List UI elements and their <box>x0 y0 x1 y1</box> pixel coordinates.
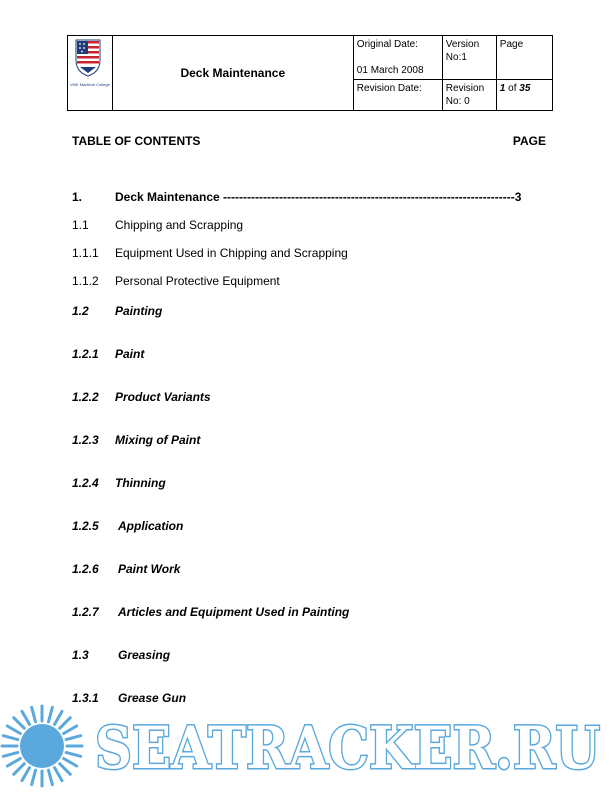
sun-ray <box>22 768 30 781</box>
sun-icon <box>2 706 82 786</box>
revision-label: Revision No: 0 <box>442 80 496 111</box>
toc-number: 1.2 <box>72 304 89 318</box>
sun-ray <box>55 711 63 724</box>
sun-ray <box>60 718 71 729</box>
toc-entry-1-1-2[interactable] <box>72 274 280 288</box>
toc-label: Application <box>118 519 184 533</box>
toc-number: 1.1 <box>72 218 89 232</box>
watermark <box>0 700 612 792</box>
sun-ray <box>3 736 17 740</box>
sun-ray <box>64 759 77 767</box>
toc-entry-1-2[interactable] <box>72 304 163 318</box>
sun-ray <box>48 707 52 721</box>
toc-entry-1-2-5[interactable] <box>72 519 184 533</box>
toc-label: Greasing <box>118 648 171 662</box>
toc-number: 1.2.6 <box>72 562 99 576</box>
toc-number: 1.2.2 <box>72 390 99 404</box>
toc-number: 1.2.1 <box>72 347 99 361</box>
sun-ray <box>7 726 20 734</box>
document-title: Deck Maintenance <box>112 36 353 111</box>
toc-label: Chipping and Scrapping <box>115 218 244 232</box>
sun-ray <box>14 764 25 775</box>
sun-ray <box>48 770 52 784</box>
toc-label: Personal Protective Equipment <box>115 274 280 288</box>
page-label: Page <box>496 36 552 80</box>
toc-number: 1.1.2 <box>72 274 99 288</box>
toc-label: Articles and Equipment Used in Painting <box>118 605 350 619</box>
original-date-cell <box>353 36 442 80</box>
toc-number: 1.1.1 <box>72 246 99 260</box>
version-label: Version No:1 <box>442 36 496 80</box>
toc-number: 1.3.1 <box>72 691 99 705</box>
sun-ray <box>14 718 25 729</box>
page-current: 1 <box>499 83 506 94</box>
toc-label: Equipment Used in Chipping and Scrapping <box>115 246 348 260</box>
toc-label: Product Variants <box>115 390 211 404</box>
toc-entry-1-2-2[interactable] <box>72 390 211 404</box>
revision-date-label: Revision Date: <box>353 80 442 111</box>
sun-ray <box>22 711 30 724</box>
toc-entry-1-1[interactable] <box>72 218 244 232</box>
toc-title: TABLE OF CONTENTS <box>72 134 201 148</box>
toc-entry-1-2-1[interactable] <box>72 347 145 361</box>
toc-number: 1. <box>72 190 83 204</box>
college-logo-icon <box>72 38 108 78</box>
toc-entry-1-2-6[interactable] <box>72 562 181 576</box>
toc-page-column: PAGE <box>512 134 546 148</box>
sun-ray <box>64 726 77 734</box>
toc-entry-1[interactable] <box>72 190 522 204</box>
sun-ray <box>3 752 17 756</box>
toc-label: Painting <box>115 304 163 318</box>
logo-cell <box>68 36 113 111</box>
toc-number: 1.3 <box>72 648 89 662</box>
toc-entry-1-2-7[interactable] <box>72 605 350 619</box>
original-date-label: Original Date: <box>356 39 418 50</box>
toc-label: Paint <box>115 347 145 361</box>
toc-number: 1.2.3 <box>72 433 99 447</box>
sun-ray <box>32 770 36 784</box>
toc-number: 1.2.4 <box>72 476 99 490</box>
toc-label: Thinning <box>115 476 166 490</box>
original-date-value: 01 March 2008 <box>356 65 424 76</box>
sun-ray <box>60 764 71 775</box>
sun-ray <box>66 736 80 740</box>
sun-ray <box>32 707 36 721</box>
toc-header <box>72 134 546 148</box>
toc-label: Paint Work <box>118 562 181 576</box>
toc-label: Deck Maintenance -------------------------------------------------------------------------3 <box>115 190 522 204</box>
toc-number: 1.2.5 <box>72 519 99 533</box>
sun-ray <box>66 752 80 756</box>
page-number <box>496 80 552 111</box>
toc-entry-1-3[interactable] <box>72 648 171 662</box>
sun-ray <box>55 768 63 781</box>
sun-ray <box>7 759 20 767</box>
page-total: 35 <box>519 83 531 94</box>
logo-caption: VMK Maritime College <box>70 82 110 87</box>
toc-label: Grease Gun <box>118 691 187 705</box>
document-header <box>67 35 553 111</box>
toc-label: Mixing of Paint <box>115 433 201 447</box>
toc-number: 1.2.7 <box>72 605 99 619</box>
watermark-text: SEATRACKER.RU <box>95 714 600 782</box>
toc-entry-1-1-1[interactable] <box>72 246 348 260</box>
toc-entry-1-2-4[interactable] <box>72 476 166 490</box>
page-of: of <box>508 83 517 94</box>
toc-entry-1-2-3[interactable] <box>72 433 201 447</box>
